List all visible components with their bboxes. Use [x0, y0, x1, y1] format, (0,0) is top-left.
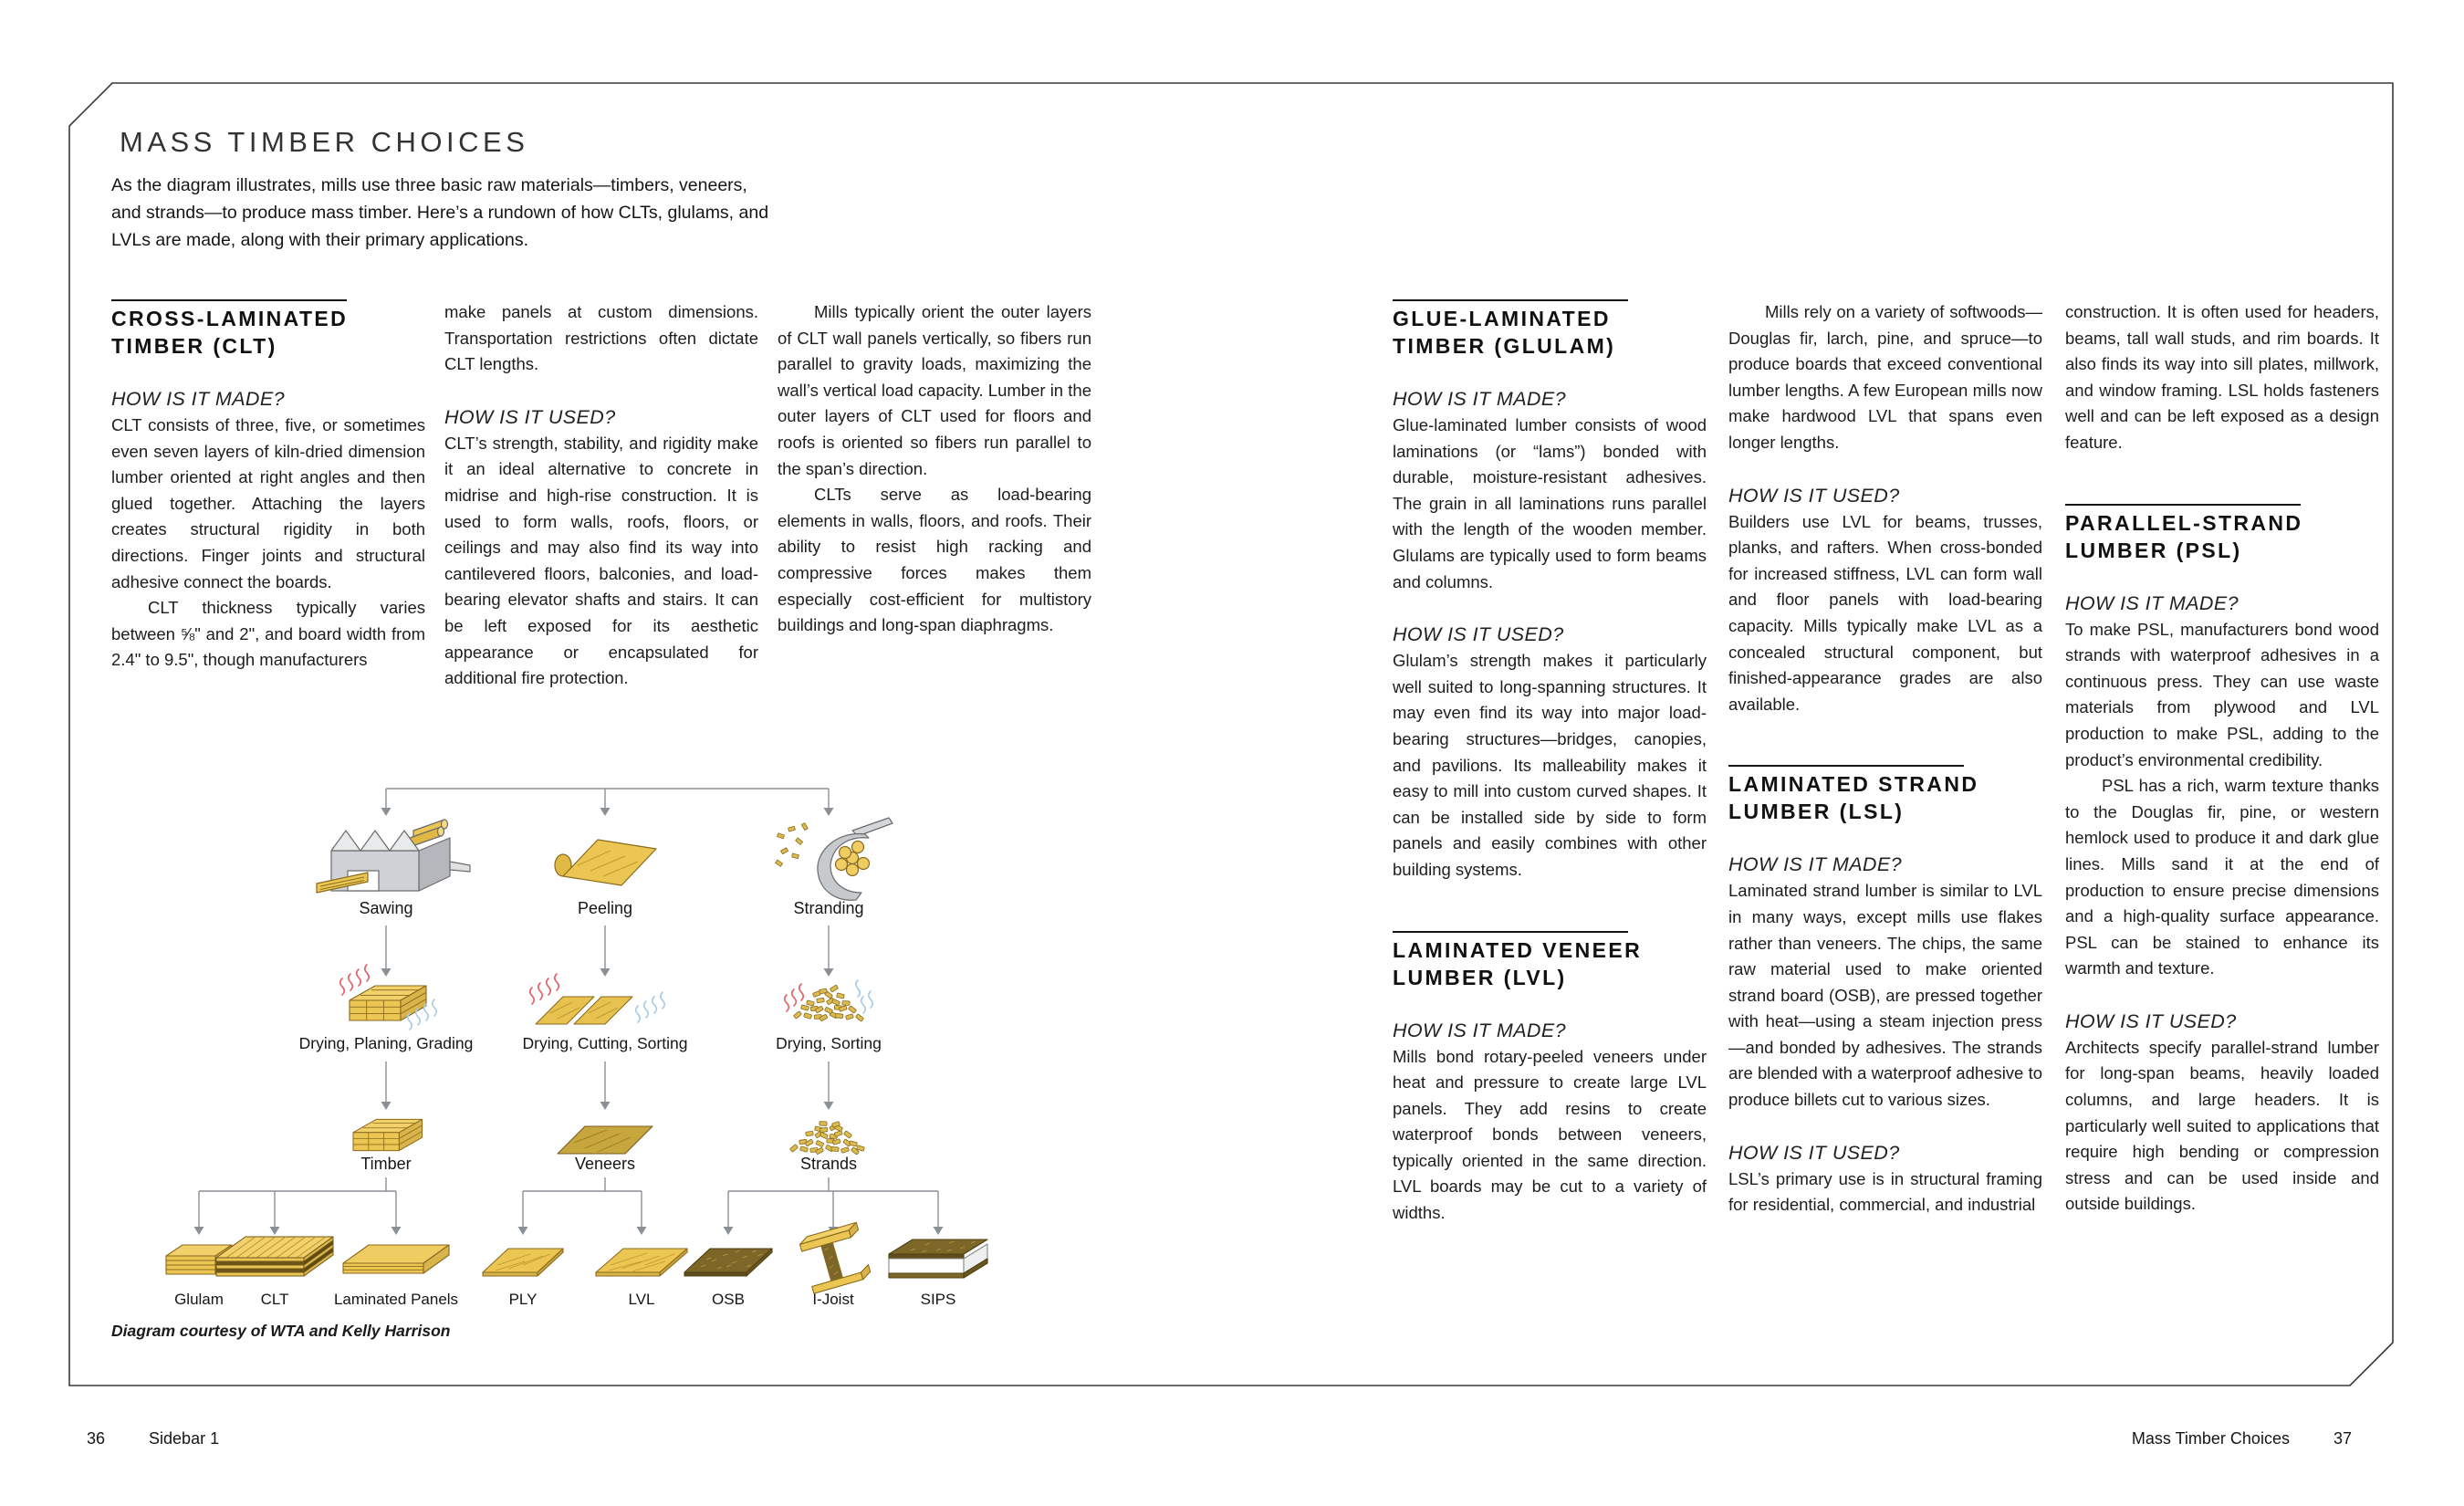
product-label: SIPS	[920, 1291, 956, 1308]
page-number-left: 36	[87, 1429, 106, 1448]
section-subhead: HOW IS IT MADE?	[1728, 853, 1902, 876]
text-column-lvl-lsl	[1728, 299, 2042, 1218]
page-number-right: 37	[2333, 1429, 2352, 1448]
product-label: OSB	[712, 1291, 745, 1308]
drying-lumber-icon	[340, 965, 437, 1030]
body-paragraph: Mills rely on a variety of softwoods—Douglas fir, larch, pine, and spruce—to produce boards that exceed conventional lumber lengths. A few European mills now make hardwood LVL that spans even longer lengths.	[1728, 302, 2042, 452]
section-subhead: HOW IS IT USED?	[444, 405, 616, 428]
footer-chapter-label: Mass Timber Choices	[2131, 1429, 2290, 1448]
footer-left	[87, 1429, 219, 1448]
material-label: Veneers	[574, 1155, 636, 1173]
section-subhead: HOW IS IT MADE?	[111, 388, 285, 410]
stranding-icon	[776, 818, 893, 900]
product-label: CLT	[260, 1291, 289, 1308]
section-rule	[1393, 299, 1628, 301]
body-paragraph: CLT thickness typically varies between ⅝" and 2", and board width from 2.4" to 9.5", though manufacturers	[111, 598, 425, 670]
timber-icon	[353, 1119, 423, 1150]
lvl-icon	[596, 1249, 687, 1276]
section-rule	[1728, 765, 1964, 767]
treatment-label: Drying, Sorting	[776, 1034, 882, 1052]
material-label: Timber	[360, 1155, 412, 1173]
i-joist-icon	[799, 1222, 872, 1293]
body-paragraph: CLT consists of three, five, or sometimes even seven layers of kiln-dried dimension lumber oriented at right angles and then glued together. Attaching the layers creates structural rigidity in both directions. Finger joints and structural adhesive connect the boards.	[111, 415, 425, 591]
section-heading: CROSS-LAMINATED TIMBER (CLT)	[111, 307, 349, 358]
section-subhead: HOW IS IT MADE?	[1393, 388, 1566, 410]
body-paragraph: To make PSL, manufacturers bond wood strands with waterproof adhesives in a continuous press. They can use waste materials from plywood and LVL production to make PSL, adding to the product’s environmental credibility.	[2065, 619, 2379, 769]
process-flow-diagram	[108, 774, 993, 1322]
process-label: Sawing	[359, 899, 413, 917]
product-label: Glulam	[174, 1291, 224, 1308]
osb-icon	[684, 1249, 772, 1276]
text-column-clt-2	[444, 299, 758, 692]
section-heading: PARALLEL-STRAND LUMBER (PSL)	[2065, 510, 2303, 562]
body-paragraph: Laminated strand lumber is similar to LVL in many ways, except mills use flakes rather than veneers. The chips, the same raw material used to make oriented strand board (OSB), are pressed together with heat—using a steam injection press—and bonded by adhesives. The strands are blended with a waterproof adhesive to produce billets cut to various sizes.	[1728, 881, 2042, 1110]
section-rule	[1393, 931, 1628, 933]
body-paragraph: Builders use LVL for beams, trusses, planks, and rafters. When cross-bonded for increased stiffness, LVL can form wall and floor panels with load-bearing capacity. Mills typically make LVL as a concealed structural component, but finished-appearance grades are also available.	[1728, 511, 2042, 714]
drying-veneers-icon	[530, 974, 665, 1024]
section-rule	[2065, 504, 2301, 506]
text-column-clt-3	[778, 299, 1091, 639]
laminated-panels-icon	[343, 1245, 449, 1273]
section-heading: LAMINATED STRAND LUMBER (LSL)	[1728, 772, 1979, 824]
process-label: Stranding	[793, 899, 864, 917]
body-paragraph: Glulam’s strength makes it particularly well suited to long-spanning structures. It may even find its way into major load-bearing structures—bridges, canopies, and pavilions. Its malleability makes it easy to mill into custom curved shapes. It can be installed side by side to form panels and easily combines with other building systems.	[1393, 651, 1707, 879]
veneers-icon	[558, 1126, 653, 1154]
section-subhead: HOW IS IT MADE?	[1393, 1019, 1566, 1041]
section-heading: LAMINATED VENEER LUMBER (LVL)	[1393, 937, 1643, 989]
product-label: Laminated Panels	[333, 1291, 459, 1308]
sawmill-icon	[317, 820, 470, 893]
sips-icon	[889, 1239, 987, 1278]
intro-text: As the diagram illustrates, mills use three basic raw materials—timbers, veneers, and strands—to produce mass timber. Here’s a rundown of how CLTs, glulams, and LVLs are made, along with their primary applications.	[111, 175, 769, 250]
peeling-icon	[555, 840, 656, 885]
section-subhead: HOW IS IT USED?	[2065, 1009, 2237, 1032]
text-column-clt-1	[111, 299, 425, 674]
product-label: LVL	[628, 1291, 655, 1308]
ply-icon	[483, 1249, 563, 1276]
body-paragraph: Mills bond rotary-peeled veneers under heat and pressure to create large LVL panels. They add resins to create waterproof bonds between veneers, typically oriented in the same direction. LVL boards may be cut to a variety of widths.	[1393, 1046, 1707, 1223]
section-heading: GLUE-LAMINATED TIMBER (GLULAM)	[1393, 307, 1616, 358]
clt-icon	[216, 1237, 333, 1276]
body-paragraph: construction. It is often used for headers, beams, tall wall studs, and rim boards. It also finds its way into sill plates, millwork, and window framing. LSL holds fasteners well and can be left exposed as a design feature.	[2065, 302, 2379, 452]
section-rule	[111, 299, 347, 301]
section-subhead: HOW IS IT MADE?	[2065, 591, 2239, 614]
product-label: PLY	[508, 1291, 538, 1308]
strands-icon	[790, 1122, 865, 1156]
body-paragraph: make panels at custom dimensions. Transportation restrictions often dictate CLT lengths.	[444, 302, 758, 374]
process-flow-svg	[108, 774, 993, 1322]
body-paragraph: CLTs serve as load-bearing elements in walls, floors, and roofs. Their ability to resist high racking and compressive forces makes them especially cost-efficient for multistory buildings and long-span diaphragms.	[778, 485, 1091, 635]
body-paragraph: Glue-laminated lumber consists of wood laminations (or “lams”) bonded with durable, moisture-resistant adhesives. The grain in all laminations runs parallel with the length of the wooden member. Glulams are typically used to form beams and columns.	[1393, 415, 1707, 591]
treatment-label: Drying, Planing, Grading	[298, 1034, 474, 1052]
treatment-label: Drying, Cutting, Sorting	[522, 1034, 688, 1052]
diagram-caption: Diagram courtesy of WTA and Kelly Harrison	[111, 1322, 451, 1340]
product-label: I-Joist	[812, 1291, 854, 1308]
text-column-glulam-lvl	[1393, 299, 1707, 1227]
drying-strands-icon	[785, 980, 873, 1021]
footer-section-label: Sidebar 1	[149, 1429, 220, 1448]
section-subhead: HOW IS IT USED?	[1728, 1141, 1900, 1164]
process-label: Peeling	[577, 899, 633, 917]
body-paragraph: CLT’s strength, stability, and rigidity make it an ideal alternative to concrete in midrise and high-rise construction. It is used to form walls, roofs, floors, or ceilings and may also find its way into cantilevered floors, balconies, and load-bearing elevator shafts and stairs. It can be left exposed for its aesthetic appearance or encapsulated for additional fire protection.	[444, 433, 758, 688]
body-paragraph: Architects specify parallel-strand lumber for long-span beams, heavily loaded columns, and large headers. It is particularly well suited to applications that require high bending or compression stress and can be used inside and outside buildings.	[2065, 1037, 2379, 1214]
page-title: MASS TIMBER CHOICES	[120, 126, 529, 158]
body-paragraph: Mills typically orient the outer layers of CLT wall panels vertically, so fibers run parallel to gravity loads, maximizing the wall’s vertical load capacity. Lumber in the outer layers of CLT used for floors and roofs is oriented so fibers run parallel to the span’s direction.	[778, 302, 1091, 478]
body-paragraph: PSL has a rich, warm texture thanks to the Douglas fir, pine, or western hemlock used to produce it and dark glue lines. Mills sand it at the end of production to ensure precise dimensions and a high-quality surface appearance. PSL can be stained to enhance its warmth and texture.	[2065, 776, 2379, 978]
section-subhead: HOW IS IT USED?	[1728, 484, 1900, 507]
material-label: Strands	[799, 1155, 858, 1173]
section-subhead: HOW IS IT USED?	[1393, 623, 1564, 646]
footer-right	[2132, 1429, 2352, 1448]
body-paragraph: LSL’s primary use is in structural framing for residential, commercial, and industrial	[1728, 1168, 2042, 1215]
text-column-lsl-psl	[2065, 299, 2379, 1218]
